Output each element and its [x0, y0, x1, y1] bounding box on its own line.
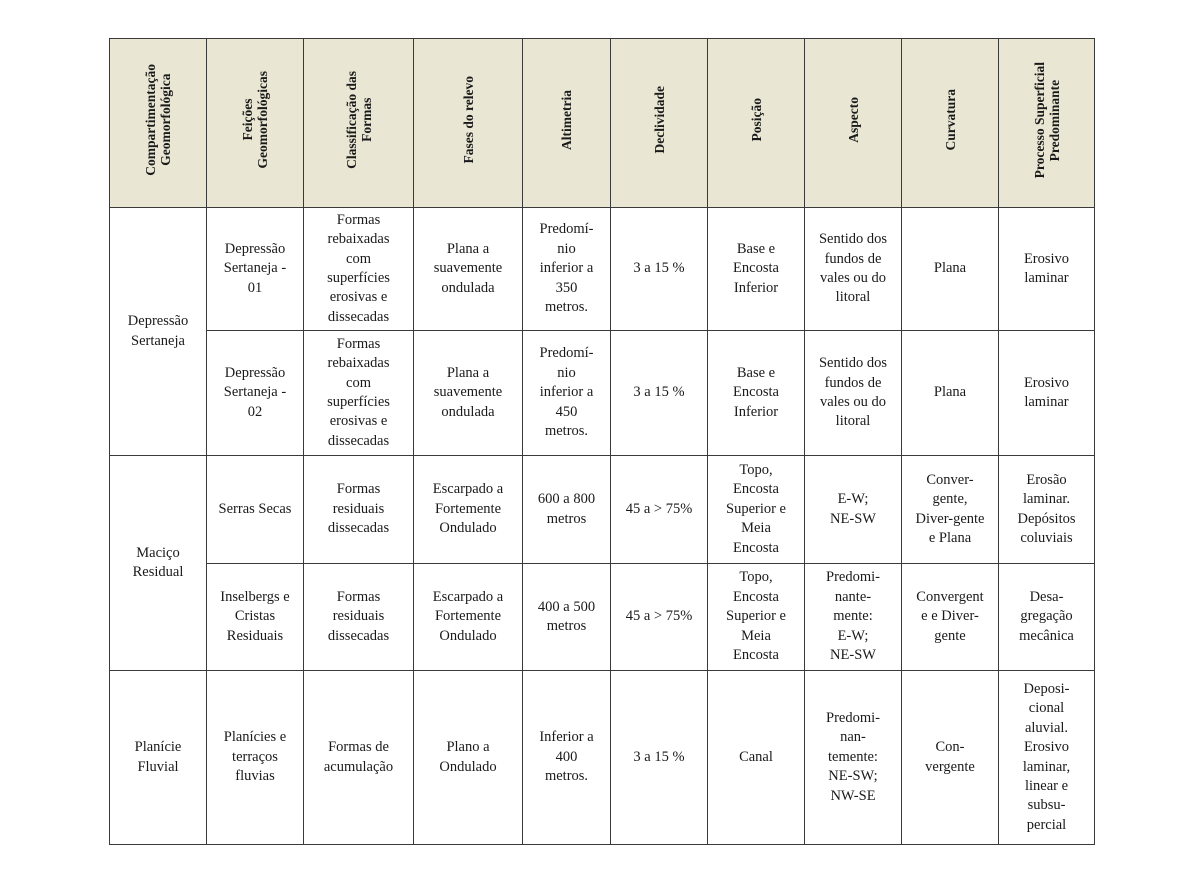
header-label: Posição — [748, 98, 764, 142]
processo-cell: Erosivo laminar — [999, 208, 1095, 331]
curvatura-cell: Plana — [902, 208, 999, 331]
feicao-cell: Inselbergs e Cristas Residuais — [207, 564, 304, 671]
header-label: Altimetria — [559, 89, 574, 150]
header-label: Declividade — [651, 86, 667, 154]
header-feicoes — [207, 39, 304, 208]
feicao-cell: Planícies e terraços fluvias — [207, 671, 304, 845]
header-posicao — [708, 39, 805, 208]
header-declividade — [611, 39, 708, 208]
altimetria-cell: Inferior a 400 metros. — [523, 671, 611, 845]
posicao-cell: Base e Encosta Inferior — [708, 208, 805, 331]
curvatura-cell: Conver- gente, Diver-gente e Plana — [902, 456, 999, 564]
declividade-cell: 3 a 15 % — [611, 331, 708, 456]
classificacao-cell: Formas rebaixadas com superfícies erosivas e dissecadas — [304, 208, 414, 331]
header-altimetria — [523, 39, 611, 208]
aspecto-cell: Predomi- nante- mente: E-W; NE-SW — [805, 564, 902, 671]
declividade-cell: 45 a > 75% — [611, 456, 708, 564]
classificacao-cell: Formas rebaixadas com superfícies erosivas e dissecadas — [304, 331, 414, 456]
curvatura-cell: Con- vergente — [902, 671, 999, 845]
aspecto-cell: Sentido dos fundos de vales ou do litoral — [805, 331, 902, 456]
declividade-cell: 3 a 15 % — [611, 671, 708, 845]
fases-cell: Plano a Ondulado — [414, 671, 523, 845]
declividade-cell: 45 a > 75% — [611, 564, 708, 671]
posicao-cell: Canal — [708, 671, 805, 845]
table-row — [110, 456, 1095, 564]
feicao-cell: Depressão Sertaneja - 01 — [207, 208, 304, 331]
table-row — [110, 564, 1095, 671]
posicao-cell: Topo, Encosta Superior e Meia Encosta — [708, 564, 805, 671]
header-compartimentacao — [110, 39, 207, 208]
header-label: Aspecto — [845, 96, 861, 143]
compartment-cell: Planície Fluvial — [110, 671, 207, 845]
aspecto-cell: Sentido dos fundos de vales ou do litoral — [805, 208, 902, 331]
header-fases — [414, 39, 523, 208]
fases-cell: Escarpado a Fortemente Ondulado — [414, 456, 523, 564]
classificacao-cell: Formas de acumulação — [304, 671, 414, 845]
aspecto-cell: Predomi- nan- temente: NE-SW; NW-SE — [805, 671, 902, 845]
processo-cell: Erosivo laminar — [999, 331, 1095, 456]
aspecto-cell: E-W; NE-SW — [805, 456, 902, 564]
header-row — [110, 39, 1095, 208]
compartment-cell: Maciço Residual — [110, 456, 207, 671]
processo-cell: Erosão laminar. Depósitos coluviais — [999, 456, 1095, 564]
curvatura-cell: Convergent e e Diver- gente — [902, 564, 999, 671]
altimetria-cell: 600 a 800 metros — [523, 456, 611, 564]
header-label: Curvatura — [942, 89, 958, 151]
processo-cell: Desa- gregação mecânica — [999, 564, 1095, 671]
geomorphology-table — [109, 38, 1095, 845]
header-curvatura — [902, 39, 999, 208]
feicao-cell: Depressão Sertaneja - 02 — [207, 331, 304, 456]
header-classificacao — [304, 39, 414, 208]
header-aspecto — [805, 39, 902, 208]
compartment-cell: Depressão Sertaneja — [110, 208, 207, 456]
feicao-cell: Serras Secas — [207, 456, 304, 564]
altimetria-cell: Predomí- nio inferior a 450 metros. — [523, 331, 611, 456]
header-label: Classificação das Formas — [343, 70, 374, 169]
fases-cell: Escarpado a Fortemente Ondulado — [414, 564, 523, 671]
declividade-cell: 3 a 15 % — [611, 208, 708, 331]
header-processo — [999, 39, 1095, 208]
table-row — [110, 208, 1095, 331]
fases-cell: Plana a suavemente ondulada — [414, 331, 523, 456]
posicao-cell: Base e Encosta Inferior — [708, 331, 805, 456]
processo-cell: Deposi- cional aluvial. Erosivo laminar, linear e subsu- percial — [999, 671, 1095, 845]
classificacao-cell: Formas residuais dissecadas — [304, 564, 414, 671]
header-label: Fases do relevo — [460, 76, 476, 164]
table-row — [110, 671, 1095, 845]
fases-cell: Plana a suavemente ondulada — [414, 208, 523, 331]
altimetria-cell: Predomí- nio inferior a 350 metros. — [523, 208, 611, 331]
table-row — [110, 331, 1095, 456]
header-label: Feições Geomorfológicas — [240, 71, 270, 169]
posicao-cell: Topo, Encosta Superior e Meia Encosta — [708, 456, 805, 564]
altimetria-cell: 400 a 500 metros — [523, 564, 611, 671]
header-label: Processo Superficial Predominante — [1031, 61, 1062, 178]
curvatura-cell: Plana — [902, 331, 999, 456]
classificacao-cell: Formas residuais dissecadas — [304, 456, 414, 564]
header-label: Compartimentação Geomorfológica — [143, 63, 173, 176]
